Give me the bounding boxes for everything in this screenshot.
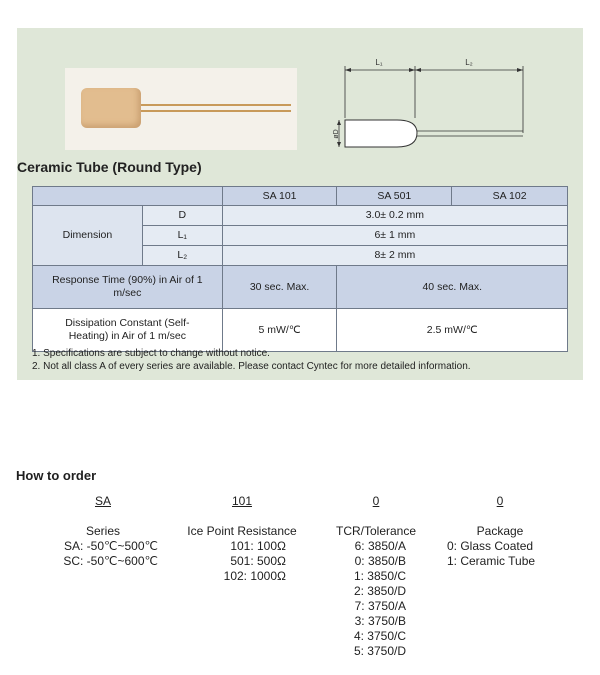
section-title: Ceramic Tube (Round Type) [17, 159, 202, 175]
l1-label: L₁ [375, 58, 383, 67]
header-sa501: SA 501 [337, 187, 452, 206]
l2-label: L₂ [465, 58, 473, 67]
order-line: 4: 3750/C [353, 629, 406, 643]
order-heading-package: Package [476, 524, 524, 538]
order-line: 101: 100Ω [230, 539, 286, 553]
order-series-column [48, 494, 158, 569]
table-row [33, 206, 568, 226]
value-d: 3.0± 0.2 mm [222, 206, 567, 226]
table-row [33, 266, 568, 309]
footnote: 1. Specifications are subject to change without notice. [32, 348, 270, 359]
dissipation-label: Dissipation Constant (Self-Heating) in Air of 1 m/sec [33, 309, 223, 352]
order-code-tcr: 0 [372, 494, 380, 508]
order-line: 0: Glass Coated [447, 539, 534, 553]
order-line: 1: 3850/C [353, 569, 406, 583]
value-l2: 8± 2 mm [222, 246, 567, 266]
order-line: SA: -50℃~500℃ [63, 539, 158, 553]
order-line: 3: 3750/B [354, 614, 406, 628]
diameter-label: øD [333, 129, 340, 139]
response-others: 40 sec. Max. [337, 266, 568, 309]
dimension-label: Dimension [33, 206, 143, 266]
order-line: 1: Ceramic Tube [447, 554, 536, 568]
order-code-resistance: 101 [231, 494, 253, 508]
param-l2: L₂ [142, 246, 222, 266]
order-line: 6: 3850/A [354, 539, 406, 553]
how-to-order-title: How to order [16, 468, 97, 483]
response-label: Response Time (90%) in Air of 1 m/sec [33, 266, 223, 309]
order-heading-tcr: TCR/Tolerance [335, 524, 417, 538]
response-sa101: 30 sec. Max. [222, 266, 337, 309]
table-row [33, 309, 568, 352]
dissipation-sa101: 5 mW/℃ [222, 309, 337, 352]
order-code-package: 0 [496, 494, 504, 508]
header-sa102: SA 102 [452, 187, 568, 206]
order-package-column [440, 494, 560, 569]
product-photo [65, 68, 297, 150]
dissipation-others: 2.5 mW/℃ [337, 309, 568, 352]
dimension-drawing [327, 58, 527, 158]
header-blank [33, 187, 223, 206]
order-line: 2: 3850/D [353, 584, 406, 598]
lead-wire [141, 104, 291, 106]
footnotes [32, 347, 471, 373]
ceramic-tube-body [81, 88, 141, 128]
order-line: SC: -50℃~600℃ [63, 554, 158, 568]
param-d: D [142, 206, 222, 226]
footnote: 2. Not all class A of every series are available. Please contact Cyntec for more detailed information. [32, 361, 471, 372]
order-line: 7: 3750/A [354, 599, 406, 613]
order-resistance-column [176, 494, 308, 584]
header-sa101: SA 101 [222, 187, 337, 206]
order-line: 501: 500Ω [230, 554, 286, 568]
order-heading-resistance: Ice Point Resistance [187, 524, 297, 538]
order-heading-series: Series [85, 524, 120, 538]
order-line: 0: 3850/B [354, 554, 406, 568]
value-l1: 6± 1 mm [222, 226, 567, 246]
order-code-series: SA [94, 494, 111, 508]
order-line: 5: 3750/D [353, 644, 406, 658]
param-l1: L₁ [142, 226, 222, 246]
table-header-row [33, 187, 568, 206]
order-tcr-column [326, 494, 426, 659]
lead-wire [141, 110, 291, 112]
spec-table [32, 186, 568, 352]
order-line: 102: 1000Ω [223, 569, 286, 583]
